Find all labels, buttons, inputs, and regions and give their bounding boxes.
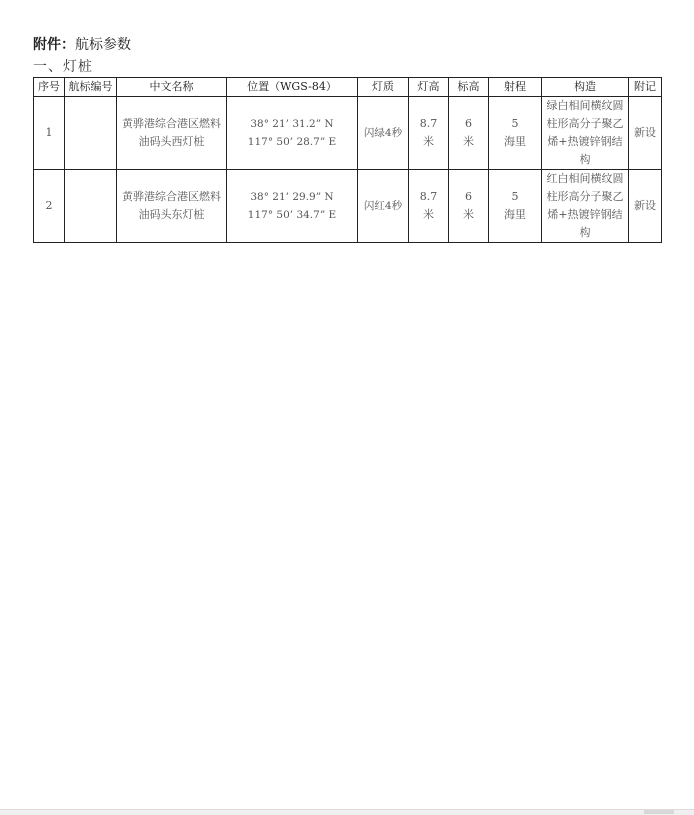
cell-light-height xyxy=(409,97,449,170)
scroll-indicator xyxy=(644,810,674,814)
light-height-value: 8.7 xyxy=(419,190,438,203)
cell-longitude: 117° 50’ 28.7” E xyxy=(247,136,337,148)
cell-mark-height xyxy=(449,97,489,170)
header-aid-code: 航标编号 xyxy=(65,78,117,97)
cell-range xyxy=(489,170,542,243)
light-height-unit: 米 xyxy=(423,208,434,221)
cell-aid-code xyxy=(65,170,117,243)
header-chinese-name: 中文名称 xyxy=(117,78,227,97)
table-row xyxy=(34,97,662,170)
header-no: 序号 xyxy=(34,78,65,97)
attachment-title xyxy=(33,34,131,54)
cell-longitude: 117° 50’ 34.7” E xyxy=(247,209,337,221)
header-mark-height: 标高 xyxy=(449,78,489,97)
cell-light-character: 闪绿4秒 xyxy=(358,97,409,170)
cell-mark-height xyxy=(449,170,489,243)
header-position: 位置（WGS-84） xyxy=(227,78,358,97)
range-value: 5 xyxy=(511,190,519,203)
cell-no: 1 xyxy=(34,97,65,170)
cell-position xyxy=(227,97,358,170)
cell-latitude: 38° 21’ 29.9” N xyxy=(250,191,334,203)
section-heading: 一、灯桩 xyxy=(33,59,93,75)
cell-aid-code xyxy=(65,97,117,170)
cell-latitude: 38° 21’ 31.2” N xyxy=(250,118,334,130)
cell-range xyxy=(489,97,542,170)
cell-chinese-name: 黄骅港综合港区燃料油码头东灯桩 xyxy=(117,170,227,243)
mark-height-unit: 米 xyxy=(463,135,474,148)
cell-remark: 新设 xyxy=(629,170,662,243)
table-header-row xyxy=(34,78,662,97)
cell-structure: 绿白相间横纹圆柱形高分子聚乙烯+热镀锌钢结构 xyxy=(542,97,629,170)
header-range: 射程 xyxy=(489,78,542,97)
mark-height-unit: 米 xyxy=(463,208,474,221)
cell-remark: 新设 xyxy=(629,97,662,170)
attachment-label: 附件： xyxy=(33,37,75,53)
header-structure: 构造 xyxy=(542,78,629,97)
cell-light-character: 闪红4秒 xyxy=(358,170,409,243)
light-height-value: 8.7 xyxy=(419,117,438,130)
cell-light-height xyxy=(409,170,449,243)
range-value: 5 xyxy=(511,117,519,130)
page-bottom-edge xyxy=(0,809,694,815)
header-light-height: 灯高 xyxy=(409,78,449,97)
attachment-title-text: 航标参数 xyxy=(75,37,131,53)
mark-height-value: 6 xyxy=(465,117,472,130)
range-unit: 海里 xyxy=(504,135,526,148)
cell-structure: 红白相间横纹圆柱形高分子聚乙烯+热镀锌钢结构 xyxy=(542,170,629,243)
cell-no: 2 xyxy=(34,170,65,243)
header-light-character: 灯质 xyxy=(358,78,409,97)
table-row xyxy=(34,170,662,243)
aid-parameters-table xyxy=(33,77,662,243)
header-remark: 附记 xyxy=(629,78,662,97)
mark-height-value: 6 xyxy=(465,190,472,203)
light-height-unit: 米 xyxy=(423,135,434,148)
cell-position xyxy=(227,170,358,243)
range-unit: 海里 xyxy=(504,208,526,221)
cell-chinese-name: 黄骅港综合港区燃料油码头西灯桩 xyxy=(117,97,227,170)
